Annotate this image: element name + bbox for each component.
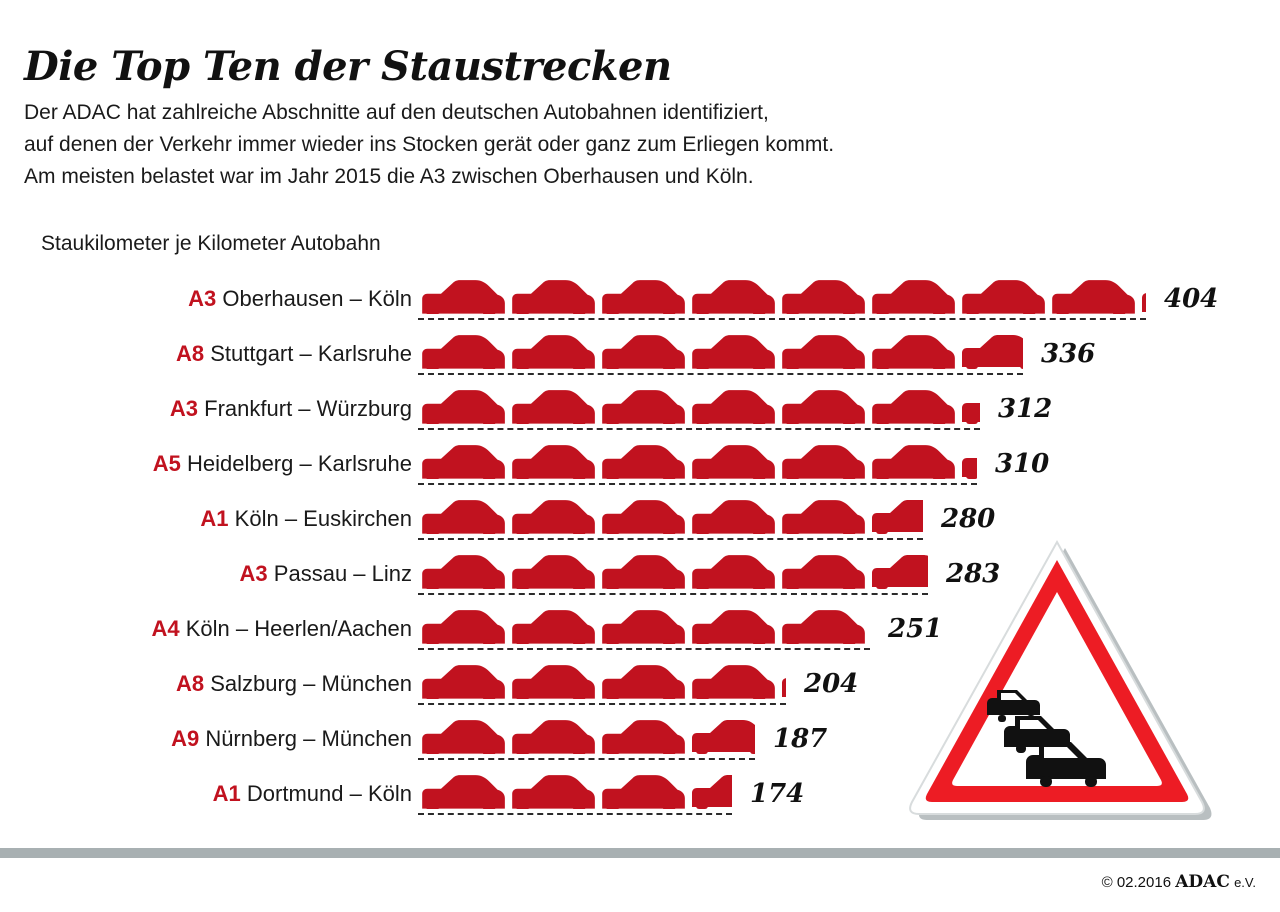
chart-baseline [418, 483, 977, 485]
route-name: Salzburg – München [210, 671, 412, 696]
autobahn-number: A1 [212, 781, 241, 806]
chart-row-label [200, 498, 412, 540]
route-name: Oberhausen – Köln [222, 286, 412, 311]
copyright-note [1102, 872, 1256, 892]
footer-divider-bar [0, 848, 1280, 858]
chart-value: 404 [1164, 284, 1219, 314]
adac-logo-text: ADAC [1175, 872, 1230, 892]
copyright-date: © 02.2016 [1101, 874, 1172, 891]
chart-baseline [418, 538, 923, 540]
autobahn-number: A1 [200, 506, 229, 531]
chart-value: 204 [804, 669, 859, 699]
chart-baseline [418, 648, 870, 650]
chart-baseline [418, 813, 732, 815]
car-icon-group [418, 718, 755, 754]
chart-row-label [171, 718, 412, 760]
chart-value: 187 [773, 724, 828, 754]
chart-row-label [213, 773, 412, 815]
intro-line-2: auf denen der Verkehr immer wieder ins Stocken gerät oder ganz zum Erliegen kommt. [24, 133, 835, 156]
chart-row-label [176, 333, 412, 375]
chart-row-label [170, 388, 412, 430]
route-name: Passau – Linz [273, 561, 412, 586]
chart-value: 280 [941, 504, 996, 534]
route-name: Nürnberg – München [205, 726, 412, 751]
chart-row-label [151, 608, 412, 650]
chart-subheading: Staukilometer je Kilometer Autobahn [41, 232, 381, 255]
autobahn-number: A8 [175, 671, 205, 696]
intro-line-1: Der ADAC hat zahlreiche Abschnitte auf den deutschen Autobahnen identifiziert, [24, 101, 769, 124]
autobahn-number: A8 [175, 341, 205, 366]
chart-baseline [418, 373, 1023, 375]
car-icon-group [418, 773, 732, 809]
autobahn-number: A3 [188, 286, 217, 311]
autobahn-number: A5 [152, 451, 181, 476]
autobahn-number: A3 [169, 396, 199, 421]
stau-warning-sign [905, 530, 1215, 830]
chart-value: 312 [998, 394, 1053, 424]
car-icon-group [418, 333, 1023, 369]
chart-row [0, 388, 1280, 443]
chart-row-label [153, 443, 412, 485]
car-icon-group [418, 278, 1146, 314]
autobahn-number: A3 [239, 561, 268, 586]
route-name: Dortmund – Köln [246, 781, 412, 806]
chart-value: 251 [888, 614, 943, 644]
autobahn-number: A4 [151, 616, 180, 641]
chart-value: 336 [1041, 339, 1096, 369]
chart-value: 310 [995, 449, 1050, 479]
chart-row-label [188, 278, 412, 320]
page-title: Die Top Ten der Staustrecken [24, 42, 672, 90]
car-icon-group [418, 663, 786, 699]
intro-paragraph [24, 97, 1154, 193]
chart-baseline [418, 428, 980, 430]
chart-row-label [240, 553, 412, 595]
chart-baseline [418, 703, 786, 705]
chart-value: 174 [750, 779, 805, 809]
car-icon-group [418, 553, 928, 589]
route-name: Frankfurt – Würzburg [204, 396, 412, 421]
car-icon-group [418, 498, 923, 534]
chart-value: 283 [946, 559, 1001, 589]
chart-baseline [418, 758, 755, 760]
route-name: Köln – Heerlen/Aachen [185, 616, 412, 641]
route-name: Heidelberg – Karlsruhe [186, 451, 412, 476]
chart-row [0, 333, 1280, 388]
car-icon-group [418, 388, 980, 424]
adac-legal-suffix: e.V. [1234, 875, 1256, 890]
route-name: Köln – Euskirchen [234, 506, 412, 531]
chart-baseline [418, 593, 928, 595]
route-name: Stuttgart – Karlsruhe [210, 341, 412, 366]
car-icon-group [418, 608, 870, 644]
autobahn-number: A9 [171, 726, 200, 751]
chart-baseline [418, 318, 1146, 320]
intro-line-3: Am meisten belastet war im Jahr 2015 die A3 zwischen Oberhausen und Köln. [24, 165, 754, 188]
chart-row [0, 443, 1280, 498]
chart-row [0, 278, 1280, 333]
chart-row-label [176, 663, 412, 705]
car-icon-group [418, 443, 977, 479]
